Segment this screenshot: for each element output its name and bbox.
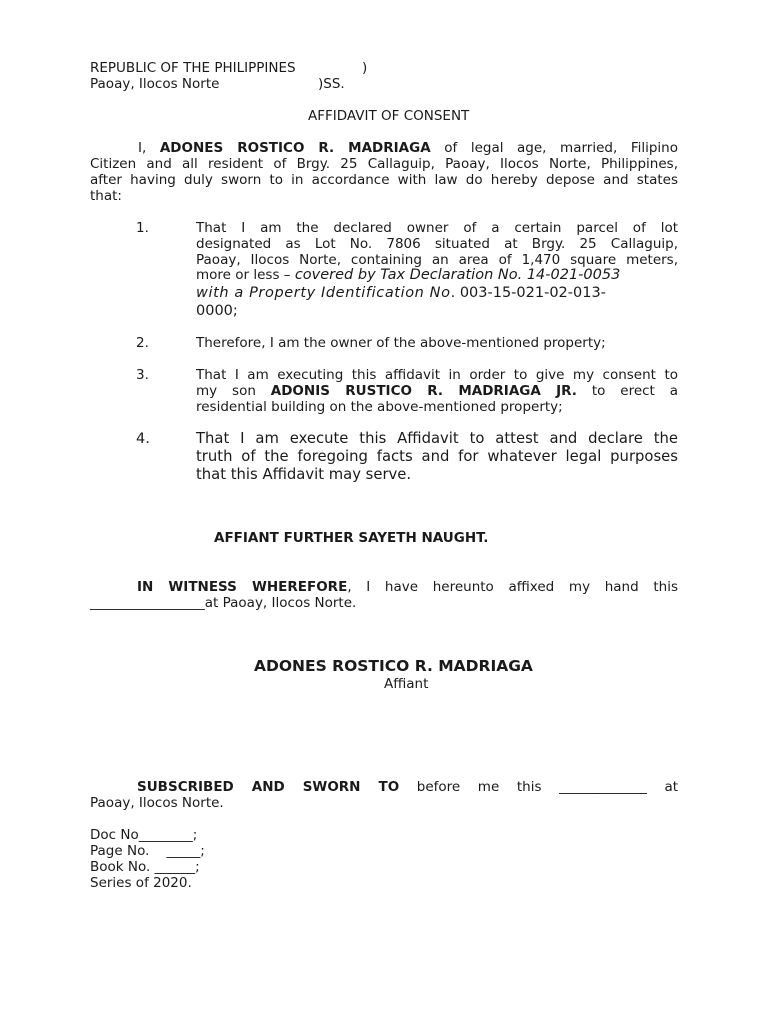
item-3-line-3: residential building on the above-mentioned property;	[196, 399, 563, 415]
witness-rest: , I have hereunto affixed my hand this	[347, 579, 678, 595]
item-1-line-5	[196, 285, 678, 301]
affiant-label: Affiant	[384, 676, 429, 692]
intro-pre: I,	[138, 140, 160, 156]
venue-line-2: Paoay, Ilocos Norte	[90, 76, 220, 92]
item-4-line-3: that this Affidavit may serve.	[196, 466, 412, 483]
subscribed-date-blank: _____________	[559, 779, 647, 795]
affiant-name: ADONES ROSTICO R. MADRIAGA	[254, 657, 533, 675]
item-1-line-1: That I am the declared owner of a certain parcel of lot	[196, 220, 678, 236]
deponent-name: ADONES ROSTICO R. MADRIAGA	[159, 140, 431, 156]
witness-line-1	[90, 579, 678, 595]
subscribed-line-1	[90, 779, 678, 795]
item-3-my-son: my son	[196, 383, 271, 399]
item-1-number: 1.	[136, 220, 149, 236]
subscribed-mid: before me this	[399, 779, 560, 795]
item-1-line-3: Paoay, Ilocos Norte, containing an area of 1,470 square meters,	[196, 252, 678, 268]
venue-line-1	[90, 60, 296, 76]
venue-paren: )	[362, 60, 368, 76]
page-no: Page No. _____;	[90, 843, 205, 859]
item-2-number: 2.	[136, 335, 149, 351]
item-3-number: 3.	[136, 367, 149, 383]
item-3-to-erect: to erect a	[576, 383, 679, 399]
item-1-more-or-less: more or less –	[196, 267, 295, 283]
item-3-line-2	[196, 383, 678, 399]
property-id-label: with a Property Identification No	[196, 285, 451, 301]
subscribed-line-2: Paoay, Ilocos Norte.	[90, 795, 224, 811]
son-name: ADONIS RUSTICO R. MADRIAGA JR.	[270, 383, 577, 399]
witness-line-2	[90, 595, 356, 611]
subscribed-bold: SUBSCRIBED AND SWORN TO	[137, 779, 400, 795]
intro-line-4: that:	[90, 188, 122, 204]
item-3-line-1: That I am executing this affidavit in order to give my consent to	[196, 367, 678, 383]
item-4-number: 4.	[136, 431, 150, 447]
subscribed-at: at	[646, 779, 679, 795]
intro-line-3: after having duly sworn to in accordance with law do hereby depose and states	[90, 172, 678, 188]
intro-line1-rest: of legal age, married, Filipino	[430, 140, 678, 156]
item-4-line-2: truth of the foregoing facts and for whatever legal purposes	[196, 448, 678, 465]
document-title: AFFIDAVIT OF CONSENT	[308, 108, 470, 124]
witness-place: at Paoay, Ilocos Norte.	[204, 595, 357, 611]
intro-line-1	[90, 140, 678, 156]
item-1-line-4	[196, 267, 620, 283]
item-1-line-6: 0000;	[196, 303, 238, 319]
witness-date-blank: _________________	[90, 595, 205, 611]
tax-declaration: covered by Tax Declaration No. 14-021-0053	[294, 267, 621, 283]
property-id-number: . 003-15-021-02-013-	[450, 285, 606, 301]
doc-no: Doc No________;	[90, 827, 198, 843]
item-1-line-2: designated as Lot No. 7806 situated at Brgy. 25 Callaguip,	[196, 236, 678, 252]
item-2-line-1: Therefore, I am the owner of the above-mentioned property;	[196, 335, 606, 351]
intro-line-2: Citizen and all resident of Brgy. 25 Callaguip, Paoay, Ilocos Norte, Philippines,	[90, 156, 678, 172]
item-4-line-1: That I am execute this Affidavit to attest and declare the	[196, 430, 678, 447]
affiant-further-sayeth: AFFIANT FURTHER SAYETH NAUGHT.	[214, 530, 489, 546]
venue-ss: )SS.	[318, 76, 345, 92]
venue-republic: REPUBLIC OF THE PHILIPPINES	[90, 60, 296, 76]
witness-bold: IN WITNESS WHEREFORE	[137, 579, 348, 595]
series-of: Series of 2020.	[90, 875, 192, 891]
book-no: Book No. ______;	[90, 859, 200, 875]
